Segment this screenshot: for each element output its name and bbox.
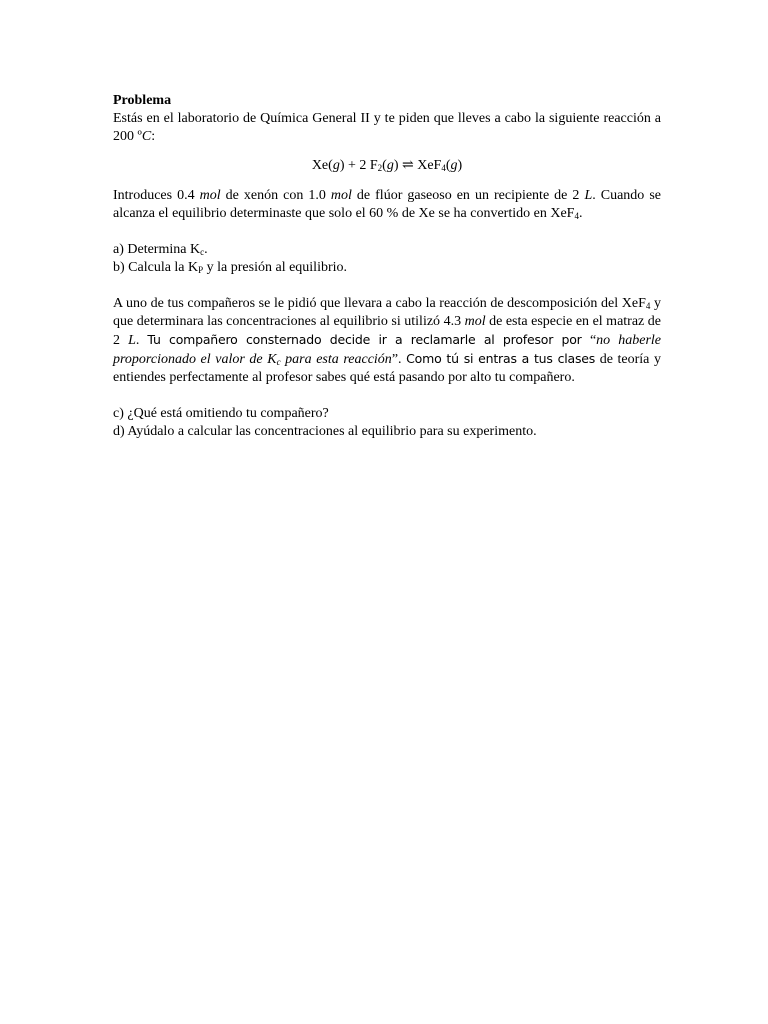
unit: mol xyxy=(330,188,352,203)
text: de xenón con 1.0 xyxy=(220,188,331,203)
text: a) Determina K xyxy=(113,242,201,257)
text: . xyxy=(135,333,148,348)
subscript: 4 xyxy=(645,301,651,311)
data-paragraph xyxy=(113,187,661,223)
question-a xyxy=(113,241,661,259)
reaction-equation xyxy=(113,157,661,175)
problem-content xyxy=(113,92,661,441)
spacer xyxy=(113,223,661,241)
intro-paragraph xyxy=(113,110,661,146)
text: Introduces 0.4 xyxy=(113,188,200,203)
unit: L xyxy=(584,188,593,203)
question-d: d) Ayúdalo a calcular las concentraciones al equilibrio para su experimento. xyxy=(113,424,537,439)
unit: mol xyxy=(199,188,221,203)
eq-part: ) xyxy=(457,158,463,173)
eq-subscript: 2 xyxy=(377,163,383,173)
eq-part: ( xyxy=(445,158,451,173)
question-c: c) ¿Qué está omitiendo tu compañero? xyxy=(113,406,329,421)
eq-subscript: 4 xyxy=(441,163,446,173)
italic-text: no haberle proporcionado el valor de K xyxy=(113,333,661,367)
questions-ab xyxy=(113,241,661,277)
text: A uno de tus compañeros se le pidió que llevara a cabo la reacción de descomposición del XeF xyxy=(113,296,646,311)
intro-text: Estás en el laboratorio de Química General II y te piden que lleves a cabo la siguiente reacción a 200 º xyxy=(113,111,661,144)
text: de esta especie en el matraz de 2 xyxy=(113,314,661,348)
intro-unit: C xyxy=(141,129,152,144)
subscript: c xyxy=(200,247,205,257)
text: y que determinara las concentraciones al equilibrio si utilizó 4.3 xyxy=(113,296,661,329)
problem-title: Problema xyxy=(113,93,172,108)
question-b xyxy=(113,259,661,277)
questions-cd xyxy=(113,405,661,441)
eq-phase: g xyxy=(450,158,458,173)
text: ”. xyxy=(391,352,407,367)
subscript: P xyxy=(198,265,204,275)
unit: L xyxy=(128,333,136,348)
text: . xyxy=(578,206,583,221)
companion-paragraph xyxy=(113,295,661,387)
italic-text: para esta reacción xyxy=(280,352,392,367)
text: de flúor gaseoso en un recipiente de 2 xyxy=(351,188,585,203)
text: Tu compañero consternado decide ir a reclamarle al profesor por xyxy=(147,332,590,347)
subscript: 4 xyxy=(574,211,579,221)
eq-part: ( xyxy=(382,158,387,173)
eq-part: Xe( xyxy=(311,158,333,173)
unit: mol xyxy=(464,314,486,329)
eq-part: ) ⇌ XeF xyxy=(393,158,442,173)
text: “ xyxy=(589,333,597,348)
intro-end: : xyxy=(151,129,156,144)
text: de teoría y entiendes perfectamente al profesor sabes qué está pasando por alto tu compañero. xyxy=(113,352,661,385)
eq-part: ) + 2 F xyxy=(339,158,378,173)
eq-phase: g xyxy=(332,158,340,173)
subscript: c xyxy=(276,357,281,367)
text: b) Calcula la K xyxy=(113,260,199,275)
text: y la presión al equilibrio. xyxy=(203,260,348,275)
text: . xyxy=(204,242,208,257)
eq-phase: g xyxy=(386,158,394,173)
spacer xyxy=(113,277,661,295)
text: . Cuando se alcanza el equilibrio determinaste que solo el 60 % de Xe se ha convertido en XeF xyxy=(113,188,661,221)
spacer xyxy=(113,387,661,405)
text: Como tú si entras a tus clases xyxy=(406,351,596,366)
